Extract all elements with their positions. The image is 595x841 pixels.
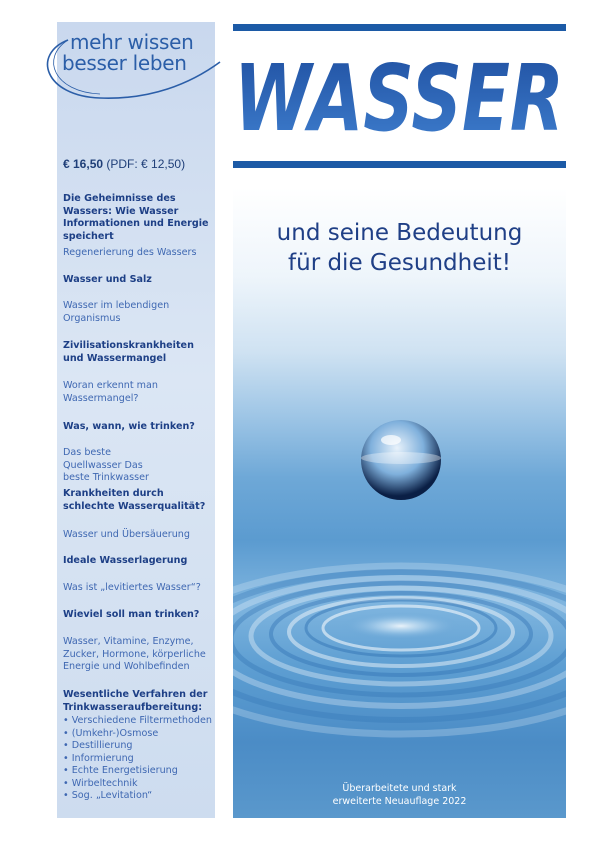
toc-item: Wasser im lebendigen Organismus [63,300,170,324]
subtitle-line2: für die Gesundheit! [288,250,511,276]
edition-line1: Überarbeitete und stark [342,783,457,794]
top-rule [233,24,566,31]
price [63,157,185,171]
toc-item: Ideale Wasserlagerung [63,555,188,566]
title-text: WASSER [234,52,564,138]
title [233,52,566,138]
toc-item: Woran erkennt man Wassermangel? [63,380,158,404]
cover-image [233,188,566,818]
methods-item: • Verschiedene Filtermethoden [63,715,212,726]
methods-item: • Echte Energetisierung [63,765,178,776]
toc-item: Zivilisationskrankheiten und Wassermangel [63,340,194,364]
methods-item: • Destillierung [63,740,133,751]
methods-item: • Informierung [63,752,134,764]
toc-item: Das beste Quellwasser Das beste Trinkwasser [63,447,149,483]
toc-item: Die Geheimnisse des Wassers: Wie Wasser Informationen und Energie speichert [63,193,209,242]
logo-text-line2: besser leben [62,51,187,75]
methods-item: • Wirbeltechnik [63,777,138,789]
logo-text-line1: mehr wissen [70,30,194,54]
toc-item: Wesentliche Verfahren der Trinkwasseraufbereitung: [63,689,208,713]
price-main: € 16,50 [63,157,104,171]
toc-item: Wasser und Salz [63,274,152,285]
subtitle [233,218,566,278]
toc-item: Wasser und Übersäuerung [63,529,190,540]
logo [40,24,225,114]
methods-item: • Sog. „Levitation“ [63,790,153,801]
toc-item: Was, wann, wie trinken? [63,421,195,432]
water-drop-illustration [233,188,566,818]
toc-item: Was ist „levitiertes Wasser“? [63,582,201,593]
methods-list [63,715,215,803]
bottom-rule [233,161,566,168]
edition-note [233,782,566,808]
toc-item: Regenerierung des Wassers [63,247,197,258]
price-pdf: (PDF: € 12,50) [103,157,186,171]
methods-list-item [63,715,215,803]
toc-item: Wieviel soll man trinken? [63,609,200,620]
methods-item: • (Umkehr-)Osmose [63,727,159,739]
toc-item: Krankheiten durch schlechte Wasserqualität? [63,488,206,512]
toc-item: Wasser, Vitamine, Enzyme, Zucker, Hormone, körperliche Energie und Wohlbefinden [63,636,206,672]
edition-line2: erweiterte Neuauflage 2022 [332,796,467,807]
subtitle-line1: und seine Bedeutung [276,220,523,246]
